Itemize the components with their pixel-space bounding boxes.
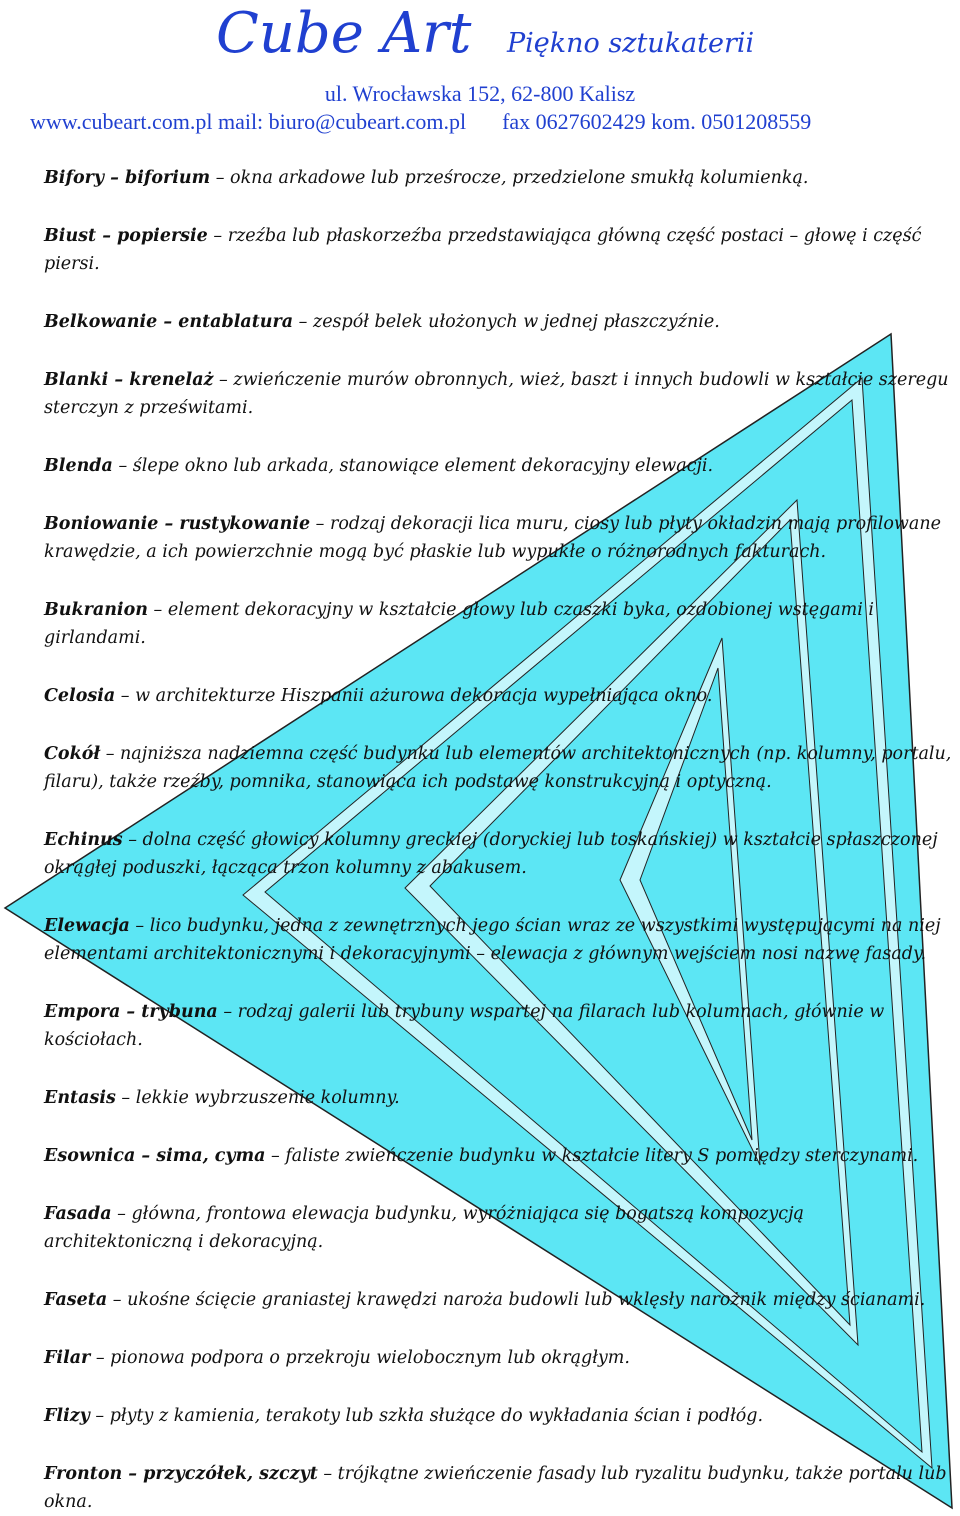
entry-definition: – zespół belek ułożonych w jednej płaszczyźnie. bbox=[293, 312, 720, 332]
glossary-entry bbox=[44, 1084, 956, 1112]
glossary-entry bbox=[44, 308, 956, 336]
entry-definition: – płyty z kamienia, terakoty lub szkła służące do wykładania ścian i podłóg. bbox=[89, 1406, 764, 1426]
company-name: Cube Art bbox=[216, 1, 472, 66]
entry-term: Filar bbox=[44, 1348, 91, 1368]
entry-term: Celosia bbox=[44, 686, 116, 706]
entry-definition: – element dekoracyjny w kształcie głowy lub czaszki byka, ozdobionej wstęgami i girlandami. bbox=[44, 600, 875, 648]
entry-definition: – zwieńczenie murów obronnych, wież, baszt i innych budowli w kształcie szeregu sterczyn z prześwitami. bbox=[44, 370, 949, 418]
entry-term: Bukranion bbox=[44, 600, 148, 620]
glossary-entry bbox=[44, 452, 956, 480]
entry-definition: – ukośne ścięcie graniastej krawędzi naroża budowli lub wklęsły narożnik między ścianami. bbox=[107, 1290, 926, 1310]
entry-term: Fronton – przyczółek, szczyt bbox=[44, 1464, 318, 1484]
entry-term: Cokół bbox=[44, 744, 101, 764]
entry-definition: – okna arkadowe lub prześrocze, przedzielone smukłą kolumienką. bbox=[210, 168, 809, 188]
entry-term: Belkowanie – entablatura bbox=[44, 312, 294, 332]
entry-term: Fasada bbox=[44, 1204, 112, 1224]
glossary-entry bbox=[44, 682, 956, 710]
glossary-entry bbox=[44, 1402, 956, 1430]
website-email: www.cubeart.com.pl mail: biuro@cubeart.com.pl bbox=[30, 109, 467, 134]
entry-term: Empora – trybuna bbox=[44, 1002, 218, 1022]
entry-definition: – najniższa nadziemna część budynku lub elementów architektonicznych (np. kolumny, portalu, filaru), także rzeźby, pomnika, stanowiąca ich podstawę konstrukcyjną i optyczną. bbox=[44, 744, 952, 792]
entry-term: Esownica – sima, cyma bbox=[44, 1146, 266, 1166]
entry-definition: – główna, frontowa elewacja budynku, wyróżniająca się bogatszą kompozycją architektoniczną i dekoracyjną. bbox=[44, 1204, 804, 1252]
glossary-entry bbox=[44, 740, 956, 796]
entry-term: Biust – popiersie bbox=[44, 226, 208, 246]
entry-definition: – faliste zwieńczenie budynku w kształcie litery S pomiędzy sterczynami. bbox=[265, 1146, 919, 1166]
entry-definition: – pionowa podpora o przekroju wielobocznym lub okrągłym. bbox=[90, 1348, 630, 1368]
entry-definition: – rodzaj dekoracji lica muru, ciosy lub płyty okładzin mają profilowane krawędzie, a ich powierzchnie mogą być płaskie lub wypukłe o różnorodnych fakturach. bbox=[44, 514, 941, 562]
glossary-entry bbox=[44, 1200, 956, 1256]
glossary-entry bbox=[44, 1286, 956, 1314]
entry-term: Bifory – biforium bbox=[44, 168, 211, 188]
entry-term: Entasis bbox=[44, 1088, 116, 1108]
entry-definition: – rodzaj galerii lub trybuny wspartej na filarach lub kolumnach, głównie w kościołach. bbox=[44, 1002, 885, 1050]
glossary-entry bbox=[44, 596, 956, 652]
glossary-entry bbox=[44, 222, 956, 278]
fax-mobile: fax 0627602429 kom. 0501208559 bbox=[502, 109, 812, 134]
entry-term: Elewacja bbox=[44, 916, 130, 936]
entry-term: Blenda bbox=[44, 456, 113, 476]
glossary-entry bbox=[44, 998, 956, 1054]
entry-definition: – trójkątne zwieńczenie fasady lub ryzalitu budynku, także portalu lub okna. bbox=[44, 1464, 947, 1512]
company-tagline: Piękno sztukaterii bbox=[507, 28, 755, 59]
glossary-entry bbox=[44, 912, 956, 968]
entry-term: Boniowanie – rustykowanie bbox=[44, 514, 311, 534]
entry-term: Flizy bbox=[44, 1406, 90, 1426]
company-address: ul. Wrocławska 152, 62-800 Kalisz bbox=[324, 81, 636, 106]
entry-definition: – w architekturze Hiszpanii ażurowa dekoracja wypełniająca okno. bbox=[115, 686, 713, 706]
glossary-entry bbox=[44, 1142, 956, 1170]
entry-definition: – lekkie wybrzuszenie kolumny. bbox=[115, 1088, 400, 1108]
entry-term: Echinus bbox=[44, 830, 123, 850]
contact-line bbox=[30, 108, 950, 136]
entry-definition: – lico budynku, jedna z zewnętrznych jego ścian wraz ze wszystkimi występującymi na niej elementami architektonicznymi i dekoracyjnymi – elewacja z głównym wejściem nosi nazwę fasady. bbox=[44, 916, 941, 964]
entry-definition: – rzeźba lub płaskorzeźba przedstawiająca główną część postaci – głowę i część piersi. bbox=[44, 226, 922, 274]
entry-definition: – dolna część głowicy kolumny greckiej (doryckiej lub toskańskiej) w kształcie spłaszczonej okrągłej poduszki, łącząca trzon kolumny z abakusem. bbox=[44, 830, 938, 878]
glossary-entry bbox=[44, 510, 956, 566]
entry-definition: – ślepe okno lub arkada, stanowiące element dekoracyjny elewacji. bbox=[112, 456, 714, 476]
glossary-entry bbox=[44, 1344, 956, 1372]
glossary-entry bbox=[44, 1460, 956, 1516]
entry-term: Faseta bbox=[44, 1290, 108, 1310]
glossary-entry bbox=[44, 366, 956, 422]
entry-term: Blanki – krenelaż bbox=[44, 370, 214, 390]
glossary-entry bbox=[44, 826, 956, 882]
glossary-entry bbox=[44, 164, 956, 192]
